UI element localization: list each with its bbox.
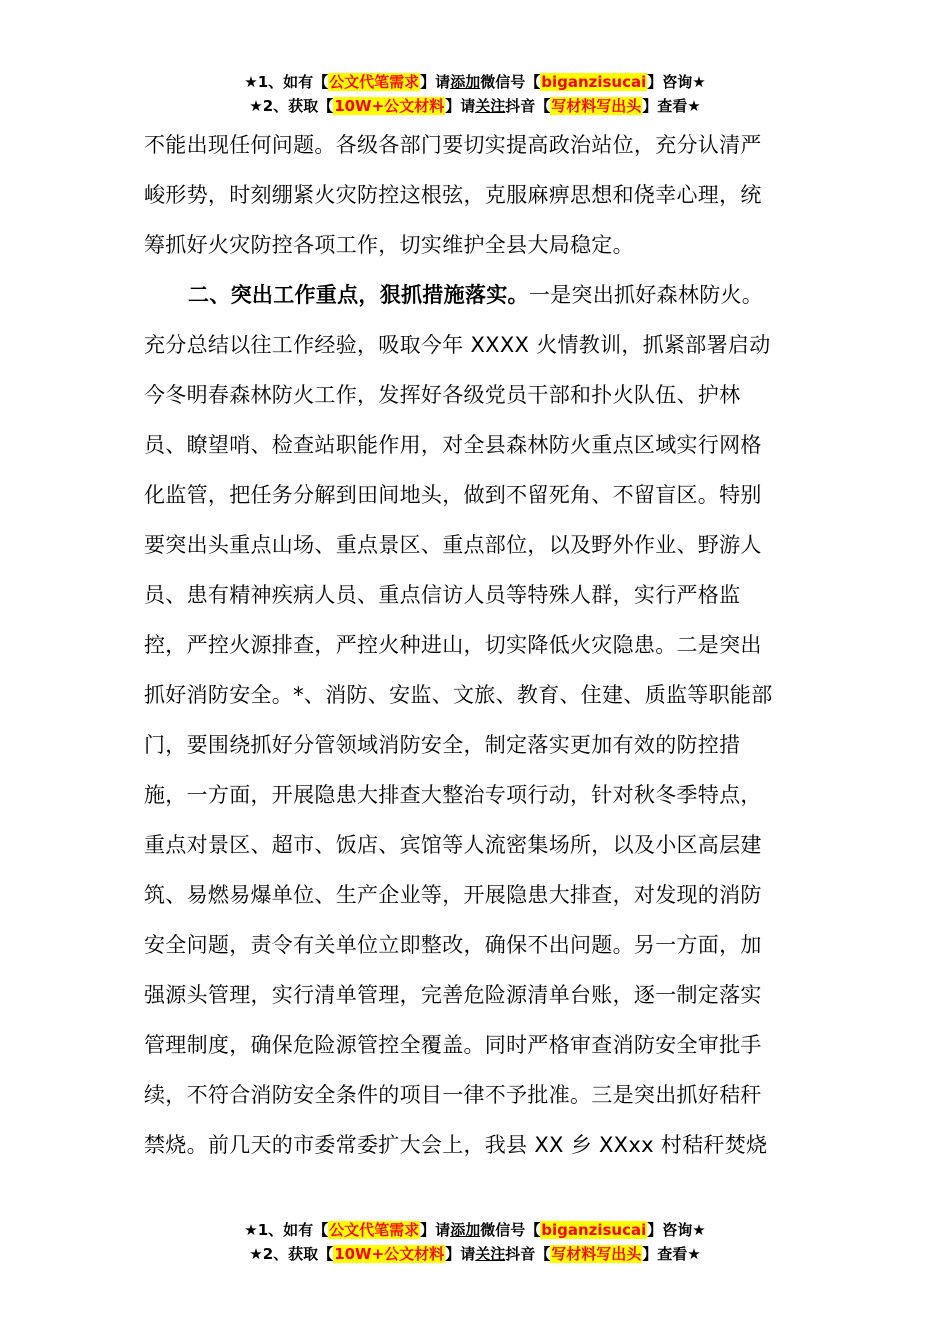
paragraph-line: 筹抓好火灾防控各项工作，切实维护全县大局稳定。 bbox=[144, 233, 634, 257]
header-banner-line-1 bbox=[0, 70, 950, 94]
section-heading-line bbox=[144, 270, 809, 320]
banner-text: 】查看★ bbox=[642, 97, 701, 115]
paragraph-line: 门，要围绕抓好分管领域消防安全，制定落实更加有效的防控措 bbox=[144, 733, 741, 757]
banner-emphasis: 添加 bbox=[450, 73, 481, 91]
highlight-ghostwriting: 公文代笔需求 bbox=[329, 73, 420, 91]
banner-text: 抖音【 bbox=[505, 97, 551, 115]
paragraph-line: 峻形势，时刻绷紧火灾防控这根弦，克服麻痹思想和侥幸心理，统 bbox=[144, 183, 762, 207]
paragraph-line: 施，一方面，开展隐患大排查大整治专项行动，针对秋冬季特点， bbox=[144, 783, 762, 807]
banner-text: 微信号【 bbox=[480, 73, 541, 91]
banner-text: 】请 bbox=[420, 73, 451, 91]
banner-text: 】查看★ bbox=[642, 1245, 701, 1263]
document-body bbox=[144, 120, 809, 1170]
header-banner-line-2 bbox=[0, 94, 950, 118]
banner-emphasis: 关注 bbox=[475, 1245, 506, 1263]
paragraph-line: 今冬明春森林防火工作，发挥好各级党员干部和扑火队伍、护林 bbox=[144, 383, 741, 407]
paragraph-line: 续，不符合消防安全条件的项目一律不予批准。三是突出抓好秸秆 bbox=[144, 1083, 762, 1107]
highlight-materials: 10W+公文材料 bbox=[334, 1245, 445, 1263]
banner-text: 】咨询★ bbox=[647, 73, 706, 91]
section-heading: 二、突出工作重点，狠抓措施落实。 bbox=[188, 283, 529, 307]
paragraph-line: 强源头管理，实行清单管理，完善危险源清单台账，逐一制定落实 bbox=[144, 983, 762, 1007]
banner-emphasis: 关注 bbox=[475, 97, 506, 115]
footer-banner-line-1 bbox=[0, 1218, 950, 1242]
paragraph-line: 禁烧。前几天的市委常委扩大会上，我县 XX 乡 XXxx 村秸秆焚烧 bbox=[144, 1133, 768, 1157]
paragraph-line: 筑、易燃易爆单位、生产企业等，开展隐患大排查，对发现的消防 bbox=[144, 883, 762, 907]
banner-text: 抖音【 bbox=[505, 1245, 551, 1263]
banner-text: ★1、如有【 bbox=[244, 73, 329, 91]
banner-text: ★1、如有【 bbox=[244, 1221, 329, 1239]
paragraph-line: 员、瞭望哨、检查站职能作用，对全县森林防火重点区域实行网格 bbox=[144, 433, 762, 457]
banner-text: 】咨询★ bbox=[647, 1221, 706, 1239]
paragraph-line: 员、患有精神疾病人员、重点信访人员等特殊人群，实行严格监 bbox=[144, 583, 741, 607]
highlight-ghostwriting: 公文代笔需求 bbox=[329, 1221, 420, 1239]
footer-banner bbox=[0, 1218, 950, 1266]
section-heading-tail: 一是突出抓好森林防火。 bbox=[528, 283, 764, 307]
banner-text: 】请 bbox=[445, 1245, 476, 1263]
banner-text: ★2、获取【 bbox=[249, 1245, 334, 1263]
paragraph-line: 充分总结以往工作经验，吸取今年 XXXX 火情教训，抓紧部署启动 bbox=[144, 333, 771, 357]
header-banner bbox=[0, 70, 950, 118]
banner-text: 】请 bbox=[445, 97, 476, 115]
paragraph-line: 安全问题，责令有关单位立即整改，确保不出问题。另一方面，加 bbox=[144, 933, 762, 957]
highlight-wechat-id: biganzisucai bbox=[541, 73, 647, 91]
highlight-materials: 10W+公文材料 bbox=[334, 97, 445, 115]
banner-text: 微信号【 bbox=[480, 1221, 541, 1239]
banner-text: ★2、获取【 bbox=[249, 97, 334, 115]
banner-emphasis: 添加 bbox=[450, 1221, 481, 1239]
banner-text: 】请 bbox=[420, 1221, 451, 1239]
paragraph-line: 重点对景区、超市、饭店、宾馆等人流密集场所，以及小区高层建 bbox=[144, 833, 762, 857]
paragraph-line: 管理制度，确保危险源管控全覆盖。同时严格审查消防安全审批手 bbox=[144, 1033, 762, 1057]
paragraph-line: 要突出头重点山场、重点景区、重点部位，以及野外作业、野游人 bbox=[144, 533, 762, 557]
footer-banner-line-2 bbox=[0, 1242, 950, 1266]
highlight-douyin-account: 写材料写出头 bbox=[551, 97, 642, 115]
highlight-douyin-account: 写材料写出头 bbox=[551, 1245, 642, 1263]
paragraph-line: 抓好消防安全。*、消防、安监、文旅、教育、住建、质监等职能部 bbox=[144, 683, 773, 707]
paragraph-line: 化监管，把任务分解到田间地头，做到不留死角、不留盲区。特别 bbox=[144, 483, 762, 507]
paragraph-line: 不能出现任何问题。各级各部门要切实提高政治站位，充分认清严 bbox=[144, 133, 762, 157]
highlight-wechat-id: biganzisucai bbox=[541, 1221, 647, 1239]
paragraph-line: 控，严控火源排查，严控火种进山，切实降低火灾隐患。二是突出 bbox=[144, 633, 762, 657]
